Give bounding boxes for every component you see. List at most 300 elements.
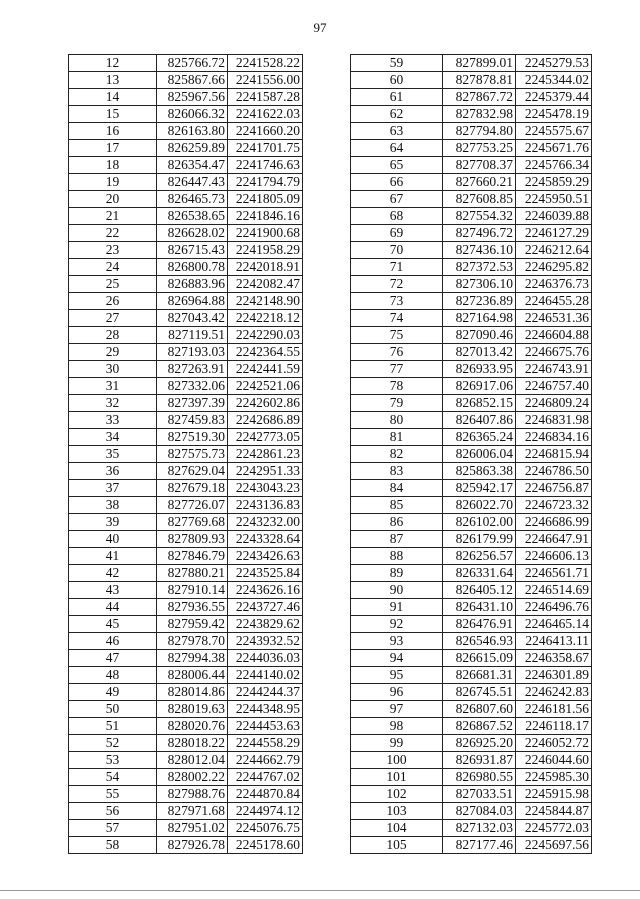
point-number-cell: 93 <box>351 633 443 650</box>
point-number-cell: 70 <box>351 242 443 259</box>
table-row <box>69 140 303 157</box>
x-coordinate-cell: 827809.93 <box>157 531 228 548</box>
x-coordinate-cell: 827033.51 <box>443 786 516 803</box>
x-coordinate-cell: 827629.04 <box>157 463 228 480</box>
table-row <box>69 599 303 616</box>
x-coordinate-cell: 827988.76 <box>157 786 228 803</box>
point-number-cell: 78 <box>351 378 443 395</box>
y-coordinate-cell: 2244870.84 <box>228 786 303 803</box>
x-coordinate-cell: 828018.22 <box>157 735 228 752</box>
y-coordinate-cell: 2242861.23 <box>228 446 303 463</box>
point-number-cell: 16 <box>69 123 157 140</box>
point-number-cell: 74 <box>351 310 443 327</box>
table-row <box>69 735 303 752</box>
y-coordinate-cell: 2241660.20 <box>228 123 303 140</box>
point-number-cell: 32 <box>69 395 157 412</box>
x-coordinate-cell: 827994.38 <box>157 650 228 667</box>
point-number-cell: 27 <box>69 310 157 327</box>
x-coordinate-cell: 827660.21 <box>443 174 516 191</box>
point-number-cell: 56 <box>69 803 157 820</box>
y-coordinate-cell: 2246531.36 <box>516 310 592 327</box>
point-number-cell: 14 <box>69 89 157 106</box>
y-coordinate-cell: 2246514.69 <box>516 582 592 599</box>
x-coordinate-cell: 826615.09 <box>443 650 516 667</box>
y-coordinate-cell: 2246044.60 <box>516 752 592 769</box>
y-coordinate-cell: 2245379.44 <box>516 89 592 106</box>
x-coordinate-cell: 826331.64 <box>443 565 516 582</box>
page-number: 97 <box>313 20 327 35</box>
point-number-cell: 19 <box>69 174 157 191</box>
x-coordinate-cell: 827084.03 <box>443 803 516 820</box>
point-number-cell: 33 <box>69 412 157 429</box>
point-number-cell: 105 <box>351 837 443 854</box>
point-number-cell: 68 <box>351 208 443 225</box>
y-coordinate-cell: 2245915.98 <box>516 786 592 803</box>
point-number-cell: 86 <box>351 514 443 531</box>
point-number-cell: 30 <box>69 361 157 378</box>
x-coordinate-cell: 827794.80 <box>443 123 516 140</box>
point-number-cell: 103 <box>351 803 443 820</box>
table-row <box>69 650 303 667</box>
x-coordinate-cell: 827554.32 <box>443 208 516 225</box>
x-coordinate-cell: 827519.30 <box>157 429 228 446</box>
point-number-cell: 52 <box>69 735 157 752</box>
x-coordinate-cell: 827263.91 <box>157 361 228 378</box>
point-number-cell: 84 <box>351 480 443 497</box>
x-coordinate-cell: 827867.72 <box>443 89 516 106</box>
x-coordinate-cell: 826431.10 <box>443 599 516 616</box>
point-number-cell: 51 <box>69 718 157 735</box>
point-number-cell: 39 <box>69 514 157 531</box>
table-row <box>351 650 592 667</box>
y-coordinate-cell: 2241846.16 <box>228 208 303 225</box>
y-coordinate-cell: 2246465.14 <box>516 616 592 633</box>
point-number-cell: 97 <box>351 701 443 718</box>
table-row <box>69 72 303 89</box>
y-coordinate-cell: 2243136.83 <box>228 497 303 514</box>
x-coordinate-cell: 827708.37 <box>443 157 516 174</box>
point-number-cell: 29 <box>69 344 157 361</box>
y-coordinate-cell: 2246052.72 <box>516 735 592 752</box>
table-row <box>69 548 303 565</box>
table-row <box>69 803 303 820</box>
table-row <box>69 429 303 446</box>
x-coordinate-cell: 826933.95 <box>443 361 516 378</box>
x-coordinate-cell: 827132.03 <box>443 820 516 837</box>
table-row <box>351 293 592 310</box>
coordinates-table-right <box>350 54 592 854</box>
point-number-cell: 98 <box>351 718 443 735</box>
y-coordinate-cell: 2246301.89 <box>516 667 592 684</box>
point-number-cell: 73 <box>351 293 443 310</box>
point-number-cell: 43 <box>69 582 157 599</box>
table-row <box>69 378 303 395</box>
table-row <box>69 259 303 276</box>
point-number-cell: 82 <box>351 446 443 463</box>
table-row <box>69 769 303 786</box>
table-row <box>69 310 303 327</box>
y-coordinate-cell: 2241587.28 <box>228 89 303 106</box>
point-number-cell: 37 <box>69 480 157 497</box>
table-row <box>351 361 592 378</box>
table-row <box>69 718 303 735</box>
x-coordinate-cell: 827177.46 <box>443 837 516 854</box>
point-number-cell: 57 <box>69 820 157 837</box>
point-number-cell: 59 <box>351 55 443 72</box>
table-row <box>69 123 303 140</box>
point-number-cell: 96 <box>351 684 443 701</box>
y-coordinate-cell: 2242951.33 <box>228 463 303 480</box>
table-row <box>351 684 592 701</box>
point-number-cell: 50 <box>69 701 157 718</box>
point-number-cell: 63 <box>351 123 443 140</box>
table-row <box>351 701 592 718</box>
table-row <box>351 786 592 803</box>
point-number-cell: 85 <box>351 497 443 514</box>
point-number-cell: 12 <box>69 55 157 72</box>
point-number-cell: 20 <box>69 191 157 208</box>
table-row <box>351 174 592 191</box>
x-coordinate-cell: 826538.65 <box>157 208 228 225</box>
table-row <box>69 820 303 837</box>
y-coordinate-cell: 2243328.64 <box>228 531 303 548</box>
y-coordinate-cell: 2246604.88 <box>516 327 592 344</box>
y-coordinate-cell: 2243727.46 <box>228 599 303 616</box>
table-row <box>351 412 592 429</box>
y-coordinate-cell: 2246496.76 <box>516 599 592 616</box>
y-coordinate-cell: 2246455.28 <box>516 293 592 310</box>
x-coordinate-cell: 828014.86 <box>157 684 228 701</box>
table-row <box>351 55 592 72</box>
table-row <box>351 191 592 208</box>
point-number-cell: 88 <box>351 548 443 565</box>
point-number-cell: 66 <box>351 174 443 191</box>
point-number-cell: 104 <box>351 820 443 837</box>
point-number-cell: 23 <box>69 242 157 259</box>
table-row <box>69 191 303 208</box>
point-number-cell: 47 <box>69 650 157 667</box>
x-coordinate-cell: 827899.01 <box>443 55 516 72</box>
table-row <box>351 140 592 157</box>
y-coordinate-cell: 2246834.16 <box>516 429 592 446</box>
x-coordinate-cell: 827043.42 <box>157 310 228 327</box>
table-row <box>69 497 303 514</box>
y-coordinate-cell: 2241794.79 <box>228 174 303 191</box>
table-row <box>69 276 303 293</box>
table-row <box>69 208 303 225</box>
x-coordinate-cell: 826925.20 <box>443 735 516 752</box>
footer-rule <box>0 890 640 891</box>
x-coordinate-cell: 826259.89 <box>157 140 228 157</box>
x-coordinate-cell: 827846.79 <box>157 548 228 565</box>
y-coordinate-cell: 2242686.89 <box>228 412 303 429</box>
point-number-cell: 17 <box>69 140 157 157</box>
y-coordinate-cell: 2246831.98 <box>516 412 592 429</box>
point-number-cell: 53 <box>69 752 157 769</box>
y-coordinate-cell: 2244140.02 <box>228 667 303 684</box>
table-row <box>351 735 592 752</box>
x-coordinate-cell: 827608.85 <box>443 191 516 208</box>
table-row <box>69 344 303 361</box>
point-number-cell: 89 <box>351 565 443 582</box>
x-coordinate-cell: 826405.12 <box>443 582 516 599</box>
table-row <box>69 565 303 582</box>
point-number-cell: 21 <box>69 208 157 225</box>
y-coordinate-cell: 2246723.32 <box>516 497 592 514</box>
table-row <box>351 582 592 599</box>
table-row <box>351 344 592 361</box>
table-row <box>69 531 303 548</box>
table-row <box>351 259 592 276</box>
table-row <box>69 752 303 769</box>
table-row <box>351 531 592 548</box>
point-number-cell: 42 <box>69 565 157 582</box>
y-coordinate-cell: 2242602.86 <box>228 395 303 412</box>
x-coordinate-cell: 826807.60 <box>443 701 516 718</box>
table-row <box>351 752 592 769</box>
point-number-cell: 102 <box>351 786 443 803</box>
y-coordinate-cell: 2245844.87 <box>516 803 592 820</box>
point-number-cell: 76 <box>351 344 443 361</box>
point-number-cell: 18 <box>69 157 157 174</box>
x-coordinate-cell: 826681.31 <box>443 667 516 684</box>
x-coordinate-cell: 827880.21 <box>157 565 228 582</box>
table-row <box>69 786 303 803</box>
table-row <box>351 106 592 123</box>
point-number-cell: 99 <box>351 735 443 752</box>
y-coordinate-cell: 2246647.91 <box>516 531 592 548</box>
x-coordinate-cell: 827910.14 <box>157 582 228 599</box>
table-row <box>351 803 592 820</box>
point-number-cell: 45 <box>69 616 157 633</box>
point-number-cell: 36 <box>69 463 157 480</box>
x-coordinate-cell: 827496.72 <box>443 225 516 242</box>
y-coordinate-cell: 2245478.19 <box>516 106 592 123</box>
table-row <box>351 242 592 259</box>
point-number-cell: 94 <box>351 650 443 667</box>
x-coordinate-cell: 826546.93 <box>443 633 516 650</box>
table-row <box>351 395 592 412</box>
x-coordinate-cell: 826365.24 <box>443 429 516 446</box>
point-number-cell: 65 <box>351 157 443 174</box>
y-coordinate-cell: 2245766.34 <box>516 157 592 174</box>
point-number-cell: 49 <box>69 684 157 701</box>
point-number-cell: 40 <box>69 531 157 548</box>
y-coordinate-cell: 2241701.75 <box>228 140 303 157</box>
x-coordinate-cell: 826883.96 <box>157 276 228 293</box>
x-coordinate-cell: 827753.25 <box>443 140 516 157</box>
y-coordinate-cell: 2242218.12 <box>228 310 303 327</box>
y-coordinate-cell: 2241805.09 <box>228 191 303 208</box>
x-coordinate-cell: 827119.51 <box>157 327 228 344</box>
y-coordinate-cell: 2246756.87 <box>516 480 592 497</box>
point-number-cell: 24 <box>69 259 157 276</box>
point-number-cell: 60 <box>351 72 443 89</box>
y-coordinate-cell: 2242773.05 <box>228 429 303 446</box>
x-coordinate-cell: 827013.42 <box>443 344 516 361</box>
table-row <box>351 429 592 446</box>
y-coordinate-cell: 2243232.00 <box>228 514 303 531</box>
y-coordinate-cell: 2242290.03 <box>228 327 303 344</box>
x-coordinate-cell: 825967.56 <box>157 89 228 106</box>
x-coordinate-cell: 826852.15 <box>443 395 516 412</box>
table-row <box>69 395 303 412</box>
y-coordinate-cell: 2243932.52 <box>228 633 303 650</box>
x-coordinate-cell: 828002.22 <box>157 769 228 786</box>
y-coordinate-cell: 2241958.29 <box>228 242 303 259</box>
x-coordinate-cell: 825863.38 <box>443 463 516 480</box>
point-number-cell: 69 <box>351 225 443 242</box>
table-row <box>69 106 303 123</box>
x-coordinate-cell: 826715.43 <box>157 242 228 259</box>
y-coordinate-cell: 2246675.76 <box>516 344 592 361</box>
point-number-cell: 34 <box>69 429 157 446</box>
table-row <box>351 718 592 735</box>
table-row <box>69 327 303 344</box>
table-row <box>69 667 303 684</box>
y-coordinate-cell: 2246295.82 <box>516 259 592 276</box>
y-coordinate-cell: 2243043.23 <box>228 480 303 497</box>
point-number-cell: 71 <box>351 259 443 276</box>
y-coordinate-cell: 2244036.03 <box>228 650 303 667</box>
y-coordinate-cell: 2241622.03 <box>228 106 303 123</box>
x-coordinate-cell: 827459.83 <box>157 412 228 429</box>
y-coordinate-cell: 2243426.63 <box>228 548 303 565</box>
point-number-cell: 41 <box>69 548 157 565</box>
y-coordinate-cell: 2245985.30 <box>516 769 592 786</box>
y-coordinate-cell: 2241528.22 <box>228 55 303 72</box>
table-row <box>351 633 592 650</box>
x-coordinate-cell: 828019.63 <box>157 701 228 718</box>
table-row <box>351 463 592 480</box>
table-row <box>69 633 303 650</box>
x-coordinate-cell: 827372.53 <box>443 259 516 276</box>
y-coordinate-cell: 2245859.29 <box>516 174 592 191</box>
point-number-cell: 35 <box>69 446 157 463</box>
x-coordinate-cell: 826066.32 <box>157 106 228 123</box>
x-coordinate-cell: 827236.89 <box>443 293 516 310</box>
point-number-cell: 92 <box>351 616 443 633</box>
y-coordinate-cell: 2246786.50 <box>516 463 592 480</box>
table-row <box>351 310 592 327</box>
x-coordinate-cell: 827397.39 <box>157 395 228 412</box>
table-row <box>351 837 592 854</box>
point-number-cell: 91 <box>351 599 443 616</box>
table-row <box>351 497 592 514</box>
table-row <box>69 361 303 378</box>
point-number-cell: 62 <box>351 106 443 123</box>
x-coordinate-cell: 826980.55 <box>443 769 516 786</box>
y-coordinate-cell: 2244974.12 <box>228 803 303 820</box>
table-row <box>69 412 303 429</box>
table-row <box>351 72 592 89</box>
table-row <box>69 293 303 310</box>
point-number-cell: 101 <box>351 769 443 786</box>
table-row <box>351 89 592 106</box>
y-coordinate-cell: 2246743.91 <box>516 361 592 378</box>
x-coordinate-cell: 826931.87 <box>443 752 516 769</box>
point-number-cell: 87 <box>351 531 443 548</box>
y-coordinate-cell: 2242364.55 <box>228 344 303 361</box>
y-coordinate-cell: 2245772.03 <box>516 820 592 837</box>
y-coordinate-cell: 2244453.63 <box>228 718 303 735</box>
table-row <box>351 157 592 174</box>
table-row <box>69 582 303 599</box>
x-coordinate-cell: 826447.43 <box>157 174 228 191</box>
x-coordinate-cell: 827332.06 <box>157 378 228 395</box>
x-coordinate-cell: 827726.07 <box>157 497 228 514</box>
point-number-cell: 72 <box>351 276 443 293</box>
y-coordinate-cell: 2244348.95 <box>228 701 303 718</box>
x-coordinate-cell: 826022.70 <box>443 497 516 514</box>
y-coordinate-cell: 2246757.40 <box>516 378 592 395</box>
table-row <box>351 616 592 633</box>
x-coordinate-cell: 826102.00 <box>443 514 516 531</box>
coordinates-table-left <box>68 54 303 854</box>
point-number-cell: 15 <box>69 106 157 123</box>
table-row <box>351 480 592 497</box>
x-coordinate-cell: 827436.10 <box>443 242 516 259</box>
x-coordinate-cell: 827164.98 <box>443 310 516 327</box>
table-row <box>69 514 303 531</box>
point-number-cell: 90 <box>351 582 443 599</box>
point-number-cell: 46 <box>69 633 157 650</box>
table-row <box>351 327 592 344</box>
table-row <box>351 446 592 463</box>
y-coordinate-cell: 2245575.67 <box>516 123 592 140</box>
x-coordinate-cell: 827978.70 <box>157 633 228 650</box>
table-row <box>351 208 592 225</box>
y-coordinate-cell: 2246561.71 <box>516 565 592 582</box>
table-row <box>69 616 303 633</box>
y-coordinate-cell: 2246686.99 <box>516 514 592 531</box>
point-number-cell: 31 <box>69 378 157 395</box>
x-coordinate-cell: 826628.02 <box>157 225 228 242</box>
table-row <box>69 701 303 718</box>
x-coordinate-cell: 827832.98 <box>443 106 516 123</box>
x-coordinate-cell: 825942.17 <box>443 480 516 497</box>
x-coordinate-cell: 827971.68 <box>157 803 228 820</box>
x-coordinate-cell: 828020.76 <box>157 718 228 735</box>
table-row <box>69 446 303 463</box>
coordinates-table-left-body <box>69 55 303 854</box>
table-row <box>351 378 592 395</box>
y-coordinate-cell: 2244244.37 <box>228 684 303 701</box>
x-coordinate-cell: 828006.44 <box>157 667 228 684</box>
y-coordinate-cell: 2244558.29 <box>228 735 303 752</box>
point-number-cell: 48 <box>69 667 157 684</box>
x-coordinate-cell: 827878.81 <box>443 72 516 89</box>
y-coordinate-cell: 2245697.56 <box>516 837 592 854</box>
x-coordinate-cell: 827306.10 <box>443 276 516 293</box>
point-number-cell: 67 <box>351 191 443 208</box>
x-coordinate-cell: 826256.57 <box>443 548 516 565</box>
point-number-cell: 28 <box>69 327 157 344</box>
table-row <box>351 667 592 684</box>
y-coordinate-cell: 2244662.79 <box>228 752 303 769</box>
y-coordinate-cell: 2246606.13 <box>516 548 592 565</box>
y-coordinate-cell: 2242441.59 <box>228 361 303 378</box>
point-number-cell: 58 <box>69 837 157 854</box>
y-coordinate-cell: 2242018.91 <box>228 259 303 276</box>
y-coordinate-cell: 2246376.73 <box>516 276 592 293</box>
x-coordinate-cell: 825766.72 <box>157 55 228 72</box>
x-coordinate-cell: 826465.73 <box>157 191 228 208</box>
table-row <box>351 599 592 616</box>
table-row <box>69 225 303 242</box>
x-coordinate-cell: 828012.04 <box>157 752 228 769</box>
x-coordinate-cell: 826867.52 <box>443 718 516 735</box>
